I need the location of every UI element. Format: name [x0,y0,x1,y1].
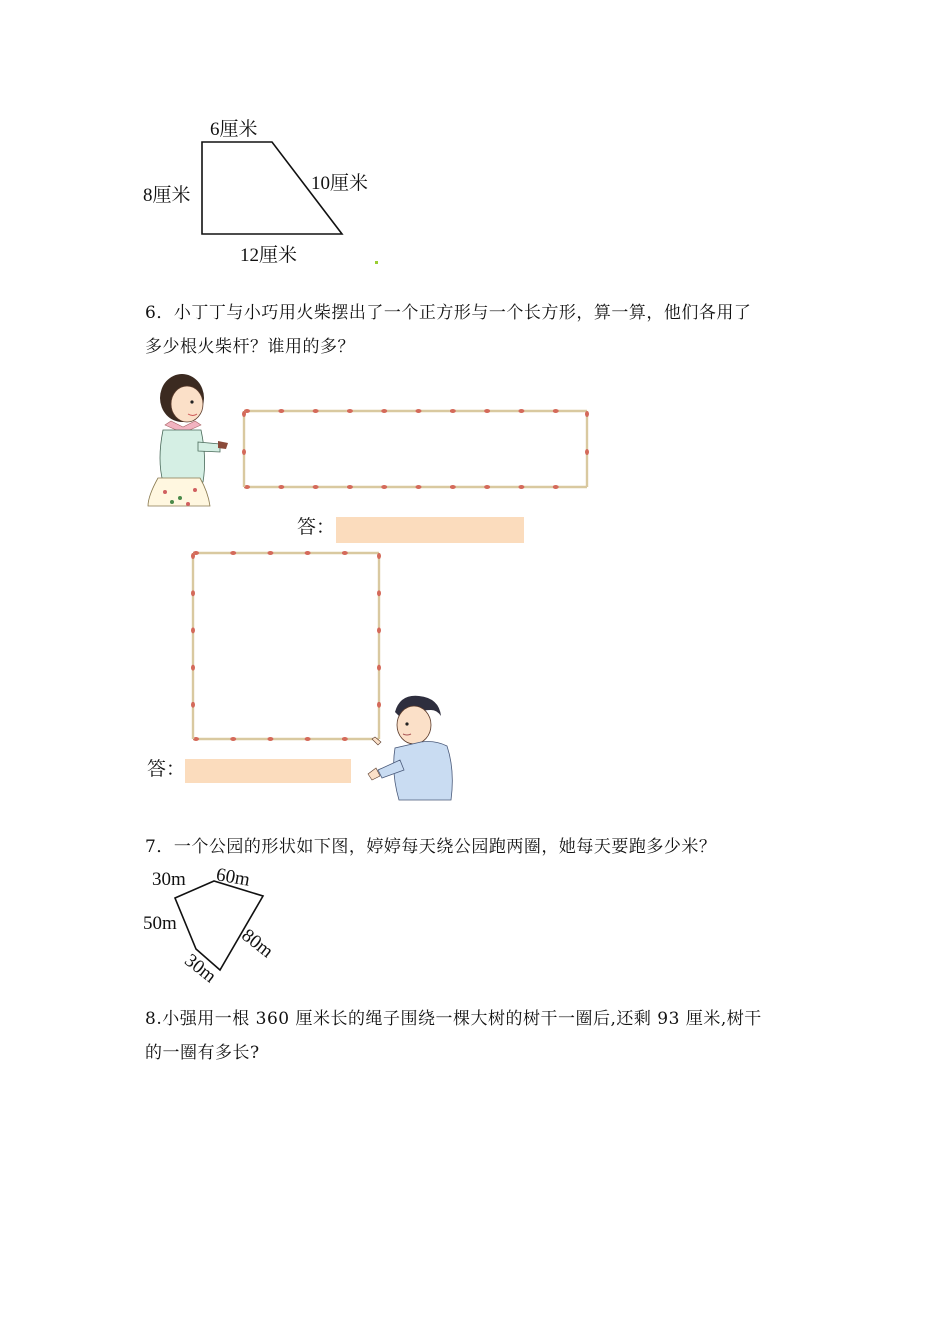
park-label-bottom: 30m [180,949,220,988]
question-6-line-1: 6．小丁丁与小巧用火柴摆出了一个正方形与一个长方形，算一算，他们各用了 [145,303,752,323]
park-label-right: 80m [237,924,277,963]
question-8-line-2: 的一圈有多长? [145,1043,260,1063]
trapezoid-slant-label: 10厘米 [311,173,369,194]
park-label-top-right: 60m [214,864,252,891]
trapezoid-bottom-label: 12厘米 [240,245,298,266]
park-label-left: 50m [143,913,177,934]
trapezoid-top-label: 6厘米 [210,119,258,140]
question-8-line-1: 8.小强用一根 360 厘米长的绳子围绕一棵大树的树干一圈后,还剩 93 厘米,树干 [145,1009,762,1029]
park-label-top-left: 30m [152,869,186,890]
answer-label-square: 答： [147,758,186,780]
trapezoid-left-label: 8厘米 [143,185,191,206]
question-6-line-2: 多少根火柴杆？谁用的多？ [145,337,355,357]
question-8 [145,1002,825,1070]
answer-label-rectangle: 答： [297,516,336,538]
question-7: 7．一个公园的形状如下图，婷婷每天绕公园跑两圈，她每天要跑多少米？ [145,837,717,857]
